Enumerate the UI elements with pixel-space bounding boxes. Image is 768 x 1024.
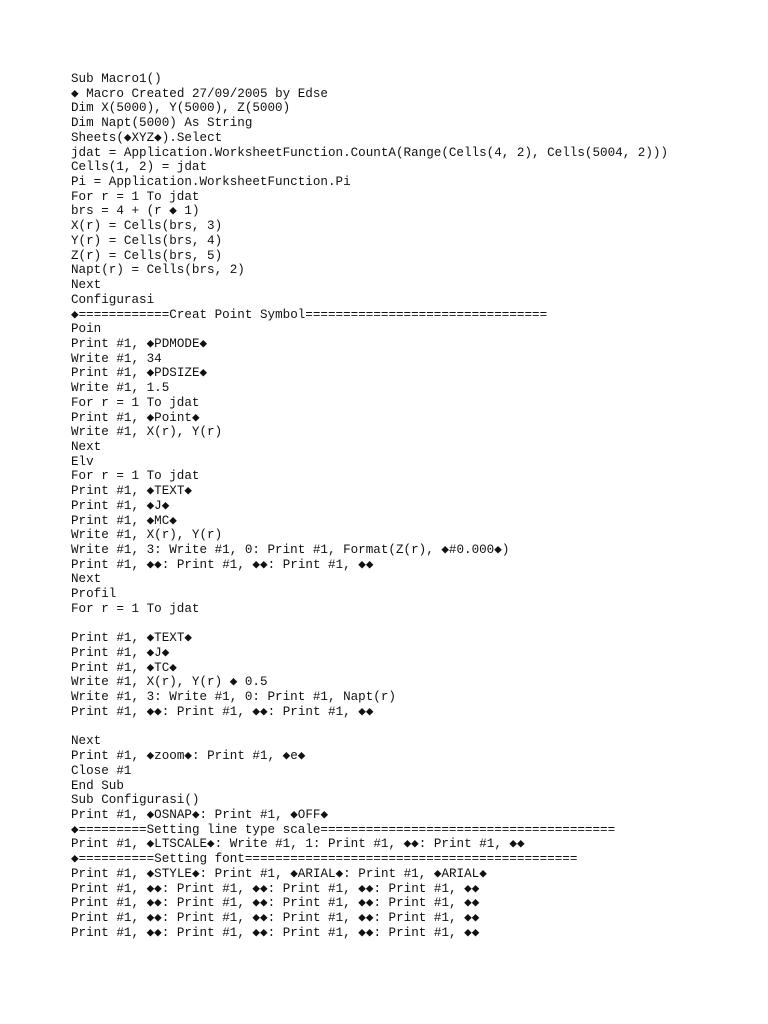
code-line: Close #1 [71,763,132,778]
code-line: Print #1, ◆Point◆ [71,410,200,425]
code-line: Print #1, ◆zoom◆: Print #1, ◆e◆ [71,749,306,764]
code-line: Pi = Application.WorksheetFunction.Pi [71,175,351,190]
code-line: Print #1, ◆J◆ [71,646,170,661]
code-line [71,617,668,632]
code-line: ◆ Macro Created 27/09/2005 by Edse [71,86,328,101]
code-line: Dim Napt(5000) As String [71,116,253,131]
code-line: Next [71,572,102,587]
code-line: Print #1, ◆OSNAP◆: Print #1, ◆OFF◆ [71,807,329,822]
code-line: Print #1, ◆◆: Print #1, ◆◆: Print #1, ◆◆: Print #1, ◆◆ [71,910,480,925]
code-line: Print #1, ◆J◆ [71,498,170,513]
code-line: Write #1, X(r), Y(r) [71,528,223,543]
code-line: ◆============Creat Point Symbol================================ [71,307,548,322]
code-line: Print #1, ◆TEXT◆ [71,631,192,646]
code-line: Sheets(◆XYZ◆).Select [71,130,223,145]
code-line: Napt(r) = Cells(brs, 2) [71,263,245,278]
code-line: Write #1, 3: Write #1, 0: Print #1, Format(Z(r), ◆#0.000◆) [71,543,510,557]
code-line: Z(r) = Cells(brs, 5) [71,248,223,263]
code-line: Print #1, ◆LTSCALE◆: Write #1, 1: Print #1, ◆◆: Print #1, ◆◆ [71,837,525,852]
code-line: Cells(1, 2) = jdat [71,160,208,175]
vba-macro-code [71,72,668,940]
code-line: Configurasi [71,292,155,307]
code-line: Profil [71,587,117,602]
code-line: ◆=========Setting line type scale======================================= [71,822,616,837]
code-line: Next [71,734,102,749]
code-line: Elv [71,454,94,469]
code-line: Print #1, ◆◆: Print #1, ◆◆: Print #1, ◆◆: Print #1, ◆◆ [71,925,480,940]
code-line: Write #1, X(r), Y(r) ◆ 0.5 [71,675,268,690]
code-line: Dim X(5000), Y(5000), Z(5000) [71,101,291,116]
code-line: Write #1, 3: Write #1, 0: Print #1, Napt(r) [71,690,396,705]
code-line: Write #1, 1.5 [71,381,170,396]
code-line: Write #1, X(r), Y(r) [71,425,223,440]
code-line: Print #1, ◆MC◆ [71,513,177,528]
code-line: brs = 4 + (r ◆ 1) [71,204,200,219]
code-line: Next [71,439,102,454]
code-line: For r = 1 To jdat [71,601,200,616]
code-line: Print #1, ◆TEXT◆ [71,484,192,499]
code-line: Write #1, 34 [71,351,162,366]
code-line: jdat = Application.WorksheetFunction.CountA(Range(Cells(4, 2), Cells(5004, 2))) [71,145,669,160]
code-line: Next [71,278,102,293]
code-line: End Sub [71,778,124,793]
code-line: Print #1, ◆STYLE◆: Print #1, ◆ARIAL◆: Print #1, ◆ARIAL◆ [71,866,487,881]
code-line [71,720,668,735]
code-line: For r = 1 To jdat [71,189,200,204]
code-line: For r = 1 To jdat [71,469,200,484]
code-line: Print #1, ◆◆: Print #1, ◆◆: Print #1, ◆◆: Print #1, ◆◆ [71,881,480,896]
code-line: For r = 1 To jdat [71,395,200,410]
code-line: Print #1, ◆◆: Print #1, ◆◆: Print #1, ◆◆: Print #1, ◆◆ [71,896,480,911]
code-line: Sub Configurasi() [71,793,200,808]
code-line: Y(r) = Cells(brs, 4) [71,233,223,248]
code-line: Print #1, ◆PDSIZE◆ [71,366,208,381]
code-line: Print #1, ◆◆: Print #1, ◆◆: Print #1, ◆◆ [71,704,374,719]
code-line: Print #1, ◆◆: Print #1, ◆◆: Print #1, ◆◆ [71,557,374,572]
code-line: Print #1, ◆PDMODE◆ [71,336,208,351]
code-line: X(r) = Cells(brs, 3) [71,219,223,234]
code-line: Sub Macro1() [71,72,162,86]
code-line: ◆==========Setting font============================================ [71,852,578,867]
code-line: Poin [71,322,102,337]
code-line: Print #1, ◆TC◆ [71,660,177,675]
